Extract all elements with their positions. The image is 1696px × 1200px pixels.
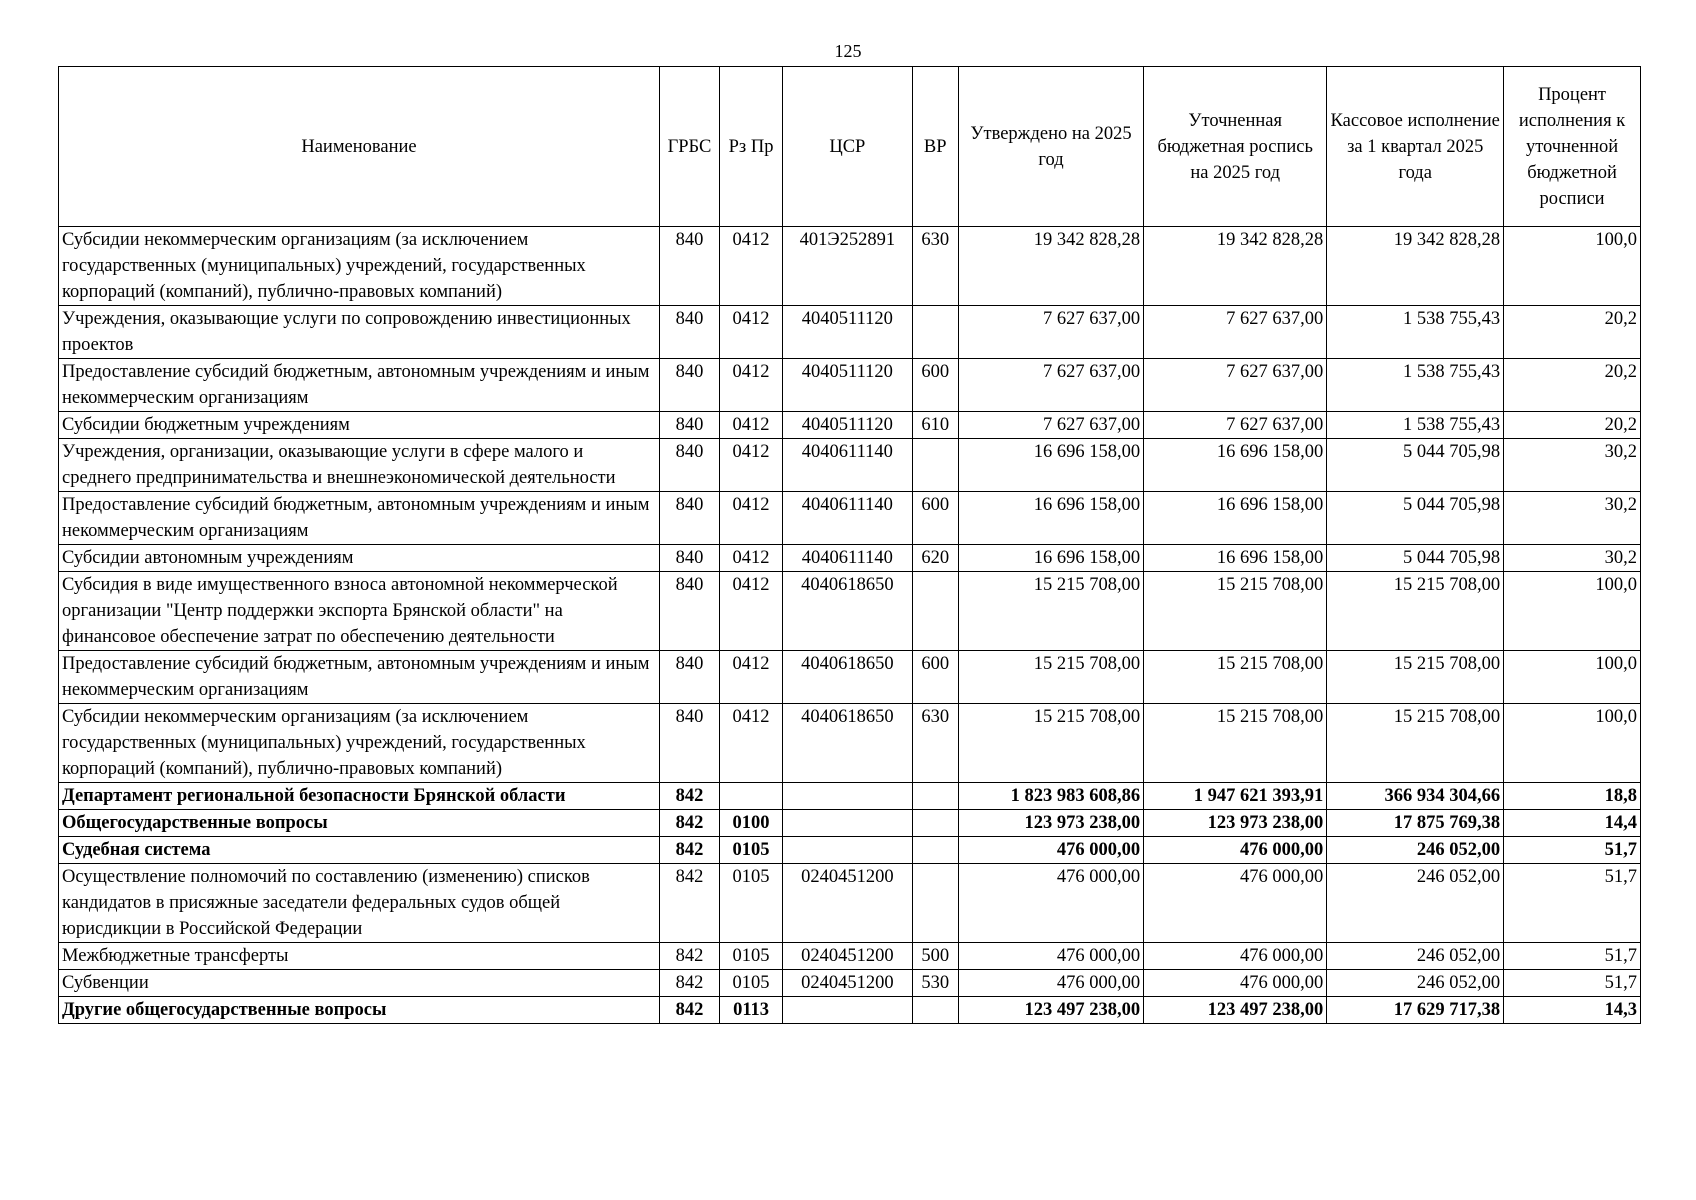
cell-refined: 123 973 238,00 — [1144, 810, 1327, 837]
cell-name: Осуществление полномочий по составлению (изменению) списков кандидатов в присяжные заседатели федеральных судов общей юрисдикции в Российской Федерации — [59, 864, 660, 943]
cell-name: Учреждения, организации, оказывающие услуги в сфере малого и среднего предпринимательства и внешнеэкономической деятельности — [59, 439, 660, 492]
cell-cash: 5 044 705,98 — [1327, 545, 1504, 572]
cell-approved: 476 000,00 — [958, 970, 1143, 997]
cell-cash: 15 215 708,00 — [1327, 572, 1504, 651]
cell-rzpr: 0412 — [719, 651, 782, 704]
cell-csr — [783, 837, 912, 864]
cell-vr: 620 — [912, 545, 958, 572]
cell-cash: 19 342 828,28 — [1327, 227, 1504, 306]
cell-grbs: 842 — [660, 783, 720, 810]
cell-vr: 630 — [912, 704, 958, 783]
cell-approved: 123 973 238,00 — [958, 810, 1143, 837]
cell-rzpr: 0113 — [719, 997, 782, 1024]
cell-refined: 476 000,00 — [1144, 943, 1327, 970]
cell-name: Субсидии некоммерческим организациям (за исключением государственных (муниципальных) учреждений, государственных корпораций (компаний), публично-правовых компаний) — [59, 227, 660, 306]
cell-csr: 4040618650 — [783, 572, 912, 651]
cell-grbs: 842 — [660, 970, 720, 997]
cell-grbs: 842 — [660, 997, 720, 1024]
cell-cash: 366 934 304,66 — [1327, 783, 1504, 810]
cell-rzpr: 0100 — [719, 810, 782, 837]
cell-name: Департамент региональной безопасности Брянской области — [59, 783, 660, 810]
cell-name: Судебная система — [59, 837, 660, 864]
cell-csr: 4040511120 — [783, 359, 912, 412]
budget-table — [58, 66, 1641, 1024]
cell-refined: 16 696 158,00 — [1144, 492, 1327, 545]
cell-refined: 15 215 708,00 — [1144, 572, 1327, 651]
cell-name: Субсидия в виде имущественного взноса автономной некоммерческой организации "Центр поддержки экспорта Брянской области" на финансовое обеспечение затрат по обеспечению деятельности — [59, 572, 660, 651]
cell-approved: 476 000,00 — [958, 837, 1143, 864]
cell-percent: 51,7 — [1504, 837, 1641, 864]
cell-percent: 18,8 — [1504, 783, 1641, 810]
cell-name: Учреждения, оказывающие услуги по сопровождению инвестиционных проектов — [59, 306, 660, 359]
cell-vr — [912, 572, 958, 651]
cell-percent: 20,2 — [1504, 359, 1641, 412]
cell-rzpr: 0412 — [719, 412, 782, 439]
table-row — [59, 412, 1641, 439]
cell-rzpr: 0412 — [719, 704, 782, 783]
table-row — [59, 783, 1641, 810]
cell-approved: 7 627 637,00 — [958, 412, 1143, 439]
cell-refined: 16 696 158,00 — [1144, 545, 1327, 572]
cell-vr — [912, 837, 958, 864]
cell-percent: 51,7 — [1504, 970, 1641, 997]
column-header-refined: Уточненная бюджетная роспись на 2025 год — [1144, 67, 1327, 227]
cell-vr: 600 — [912, 651, 958, 704]
cell-percent: 20,2 — [1504, 306, 1641, 359]
cell-vr: 600 — [912, 359, 958, 412]
cell-percent: 100,0 — [1504, 572, 1641, 651]
cell-rzpr: 0412 — [719, 359, 782, 412]
cell-cash: 246 052,00 — [1327, 837, 1504, 864]
cell-refined: 1 947 621 393,91 — [1144, 783, 1327, 810]
cell-vr — [912, 997, 958, 1024]
cell-name: Другие общегосударственные вопросы — [59, 997, 660, 1024]
cell-percent: 51,7 — [1504, 943, 1641, 970]
cell-csr — [783, 810, 912, 837]
cell-cash: 1 538 755,43 — [1327, 359, 1504, 412]
cell-percent: 100,0 — [1504, 704, 1641, 783]
cell-rzpr: 0412 — [719, 439, 782, 492]
cell-vr — [912, 439, 958, 492]
cell-name: Предоставление субсидий бюджетным, автономным учреждениям и иным некоммерческим организациям — [59, 651, 660, 704]
cell-grbs: 842 — [660, 864, 720, 943]
cell-cash: 17 875 769,38 — [1327, 810, 1504, 837]
cell-percent: 14,3 — [1504, 997, 1641, 1024]
cell-refined: 476 000,00 — [1144, 837, 1327, 864]
cell-cash: 246 052,00 — [1327, 970, 1504, 997]
cell-csr: 4040611140 — [783, 545, 912, 572]
table-row — [59, 572, 1641, 651]
table-header-row — [59, 67, 1641, 227]
cell-csr: 4040611140 — [783, 439, 912, 492]
table-row — [59, 545, 1641, 572]
cell-csr: 4040511120 — [783, 306, 912, 359]
cell-approved: 19 342 828,28 — [958, 227, 1143, 306]
table-row — [59, 439, 1641, 492]
table-row — [59, 864, 1641, 943]
cell-rzpr: 0105 — [719, 837, 782, 864]
cell-vr: 630 — [912, 227, 958, 306]
cell-approved: 16 696 158,00 — [958, 545, 1143, 572]
cell-name: Субсидии некоммерческим организациям (за исключением государственных (муниципальных) учреждений, государственных корпораций (компаний), публично-правовых компаний) — [59, 704, 660, 783]
cell-grbs: 842 — [660, 837, 720, 864]
table-row — [59, 704, 1641, 783]
cell-vr: 500 — [912, 943, 958, 970]
cell-csr: 4040618650 — [783, 704, 912, 783]
cell-percent: 30,2 — [1504, 439, 1641, 492]
table-row — [59, 970, 1641, 997]
table-row — [59, 810, 1641, 837]
column-header-rzpr: Рз Пр — [719, 67, 782, 227]
cell-cash: 1 538 755,43 — [1327, 306, 1504, 359]
cell-approved: 476 000,00 — [958, 864, 1143, 943]
cell-approved: 123 497 238,00 — [958, 997, 1143, 1024]
cell-csr: 401Э252891 — [783, 227, 912, 306]
cell-refined: 476 000,00 — [1144, 970, 1327, 997]
cell-cash: 15 215 708,00 — [1327, 651, 1504, 704]
cell-approved: 476 000,00 — [958, 943, 1143, 970]
cell-cash: 5 044 705,98 — [1327, 492, 1504, 545]
column-header-vr: ВР — [912, 67, 958, 227]
cell-csr: 4040611140 — [783, 492, 912, 545]
cell-rzpr: 0412 — [719, 545, 782, 572]
cell-percent: 30,2 — [1504, 492, 1641, 545]
cell-csr — [783, 783, 912, 810]
cell-rzpr: 0412 — [719, 572, 782, 651]
cell-percent: 14,4 — [1504, 810, 1641, 837]
cell-csr: 4040511120 — [783, 412, 912, 439]
cell-grbs: 840 — [660, 306, 720, 359]
table-row — [59, 943, 1641, 970]
cell-vr: 610 — [912, 412, 958, 439]
cell-refined: 476 000,00 — [1144, 864, 1327, 943]
table-row — [59, 359, 1641, 412]
column-header-percent: Процент исполнения к уточненной бюджетной росписи — [1504, 67, 1641, 227]
table-row — [59, 997, 1641, 1024]
cell-csr: 4040618650 — [783, 651, 912, 704]
cell-name: Субсидии бюджетным учреждениям — [59, 412, 660, 439]
cell-csr: 0240451200 — [783, 864, 912, 943]
cell-percent: 51,7 — [1504, 864, 1641, 943]
cell-name: Субвенции — [59, 970, 660, 997]
cell-refined: 15 215 708,00 — [1144, 704, 1327, 783]
column-header-name: Наименование — [59, 67, 660, 227]
cell-vr — [912, 306, 958, 359]
cell-cash: 17 629 717,38 — [1327, 997, 1504, 1024]
cell-approved: 7 627 637,00 — [958, 359, 1143, 412]
page-number: 125 — [834, 41, 862, 61]
cell-refined: 7 627 637,00 — [1144, 306, 1327, 359]
column-header-approved: Утверждено на 2025 год — [958, 67, 1143, 227]
table-row — [59, 492, 1641, 545]
cell-vr — [912, 810, 958, 837]
cell-approved: 7 627 637,00 — [958, 306, 1143, 359]
cell-grbs: 842 — [660, 810, 720, 837]
table-row — [59, 306, 1641, 359]
cell-grbs: 840 — [660, 704, 720, 783]
cell-rzpr: 0412 — [719, 492, 782, 545]
cell-name: Межбюджетные трансферты — [59, 943, 660, 970]
cell-cash: 1 538 755,43 — [1327, 412, 1504, 439]
cell-refined: 16 696 158,00 — [1144, 439, 1327, 492]
cell-grbs: 840 — [660, 545, 720, 572]
cell-grbs: 840 — [660, 439, 720, 492]
table-row — [59, 837, 1641, 864]
cell-grbs: 840 — [660, 651, 720, 704]
cell-cash: 246 052,00 — [1327, 864, 1504, 943]
cell-vr — [912, 783, 958, 810]
cell-cash: 15 215 708,00 — [1327, 704, 1504, 783]
cell-percent: 100,0 — [1504, 227, 1641, 306]
cell-cash: 246 052,00 — [1327, 943, 1504, 970]
table-row — [59, 651, 1641, 704]
cell-csr: 0240451200 — [783, 943, 912, 970]
cell-grbs: 840 — [660, 492, 720, 545]
cell-approved: 15 215 708,00 — [958, 651, 1143, 704]
cell-name: Общегосударственные вопросы — [59, 810, 660, 837]
column-header-cash: Кассовое исполнение за 1 квартал 2025 года — [1327, 67, 1504, 227]
cell-grbs: 840 — [660, 227, 720, 306]
cell-rzpr: 0105 — [719, 943, 782, 970]
cell-grbs: 840 — [660, 359, 720, 412]
cell-rzpr: 0412 — [719, 306, 782, 359]
table-body — [59, 227, 1641, 1024]
cell-grbs: 842 — [660, 943, 720, 970]
cell-vr — [912, 864, 958, 943]
cell-vr: 530 — [912, 970, 958, 997]
cell-refined: 19 342 828,28 — [1144, 227, 1327, 306]
cell-rzpr: 0105 — [719, 864, 782, 943]
cell-percent: 20,2 — [1504, 412, 1641, 439]
cell-refined: 15 215 708,00 — [1144, 651, 1327, 704]
cell-name: Субсидии автономным учреждениям — [59, 545, 660, 572]
cell-refined: 123 497 238,00 — [1144, 997, 1327, 1024]
cell-grbs: 840 — [660, 412, 720, 439]
cell-rzpr: 0412 — [719, 227, 782, 306]
cell-cash: 5 044 705,98 — [1327, 439, 1504, 492]
table-row — [59, 227, 1641, 306]
column-header-csr: ЦСР — [783, 67, 912, 227]
cell-csr — [783, 997, 912, 1024]
cell-percent: 100,0 — [1504, 651, 1641, 704]
cell-rzpr — [719, 783, 782, 810]
cell-grbs: 840 — [660, 572, 720, 651]
cell-name: Предоставление субсидий бюджетным, автономным учреждениям и иным некоммерческим организациям — [59, 359, 660, 412]
cell-approved: 15 215 708,00 — [958, 572, 1143, 651]
cell-csr: 0240451200 — [783, 970, 912, 997]
cell-percent: 30,2 — [1504, 545, 1641, 572]
cell-rzpr: 0105 — [719, 970, 782, 997]
cell-approved: 16 696 158,00 — [958, 439, 1143, 492]
cell-vr: 600 — [912, 492, 958, 545]
cell-approved: 15 215 708,00 — [958, 704, 1143, 783]
cell-approved: 1 823 983 608,86 — [958, 783, 1143, 810]
cell-name: Предоставление субсидий бюджетным, автономным учреждениям и иным некоммерческим организациям — [59, 492, 660, 545]
cell-approved: 16 696 158,00 — [958, 492, 1143, 545]
column-header-grbs: ГРБС — [660, 67, 720, 227]
cell-refined: 7 627 637,00 — [1144, 359, 1327, 412]
cell-refined: 7 627 637,00 — [1144, 412, 1327, 439]
